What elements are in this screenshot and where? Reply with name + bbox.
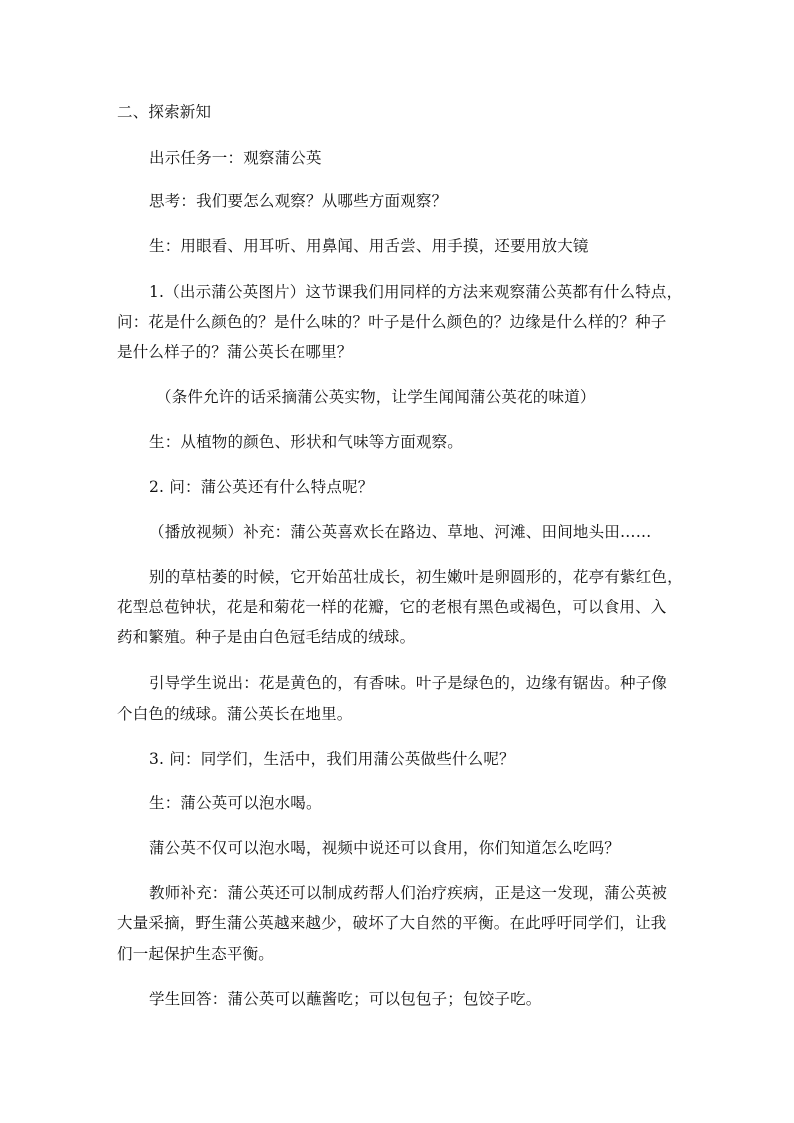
think-line: 思考：我们要怎么观察？从哪些方面观察？ xyxy=(149,192,448,210)
guide-line2: 个白色的绒球。蒲公英长在地里。 xyxy=(117,705,353,723)
item1-line1: 1.（出示蒲公英图片）这节课我们用同样的方法来观察蒲公英都有什么特点， xyxy=(149,283,683,301)
description-line2: 花型总苞钟状，花是和菊花一样的花瓣，它的老根有黑色或褐色，可以食用、入 xyxy=(117,598,667,616)
section-heading: 二、探索新知 xyxy=(117,103,212,121)
item2-line: 2. 问：蒲公英还有什么特点呢？ xyxy=(149,478,374,496)
teacher-line2: 大量采摘，野生蒲公英越来越少，破坏了大自然的平衡。在此呼吁同学们，让我 xyxy=(117,914,667,932)
guide-line1: 引导学生说出：花是黄色的，有香味。叶子是绿色的，边缘有锯齿。种子像 xyxy=(149,674,668,692)
task-line: 出示任务一：观察蒲公英 xyxy=(149,149,322,167)
followup-line: 蒲公英不仅可以泡水喝，视频中说还可以食用，你们知道怎么吃吗？ xyxy=(149,839,621,857)
item1-line2: 问：花是什么颜色的？是什么味的？叶子是什么颜色的？边缘是什么样的？种子 xyxy=(117,313,667,331)
teacher-line3: 们一起保护生态平衡。 xyxy=(117,945,275,963)
student-answer-3: 生：蒲公英可以泡水喝。 xyxy=(149,794,322,812)
item3-line: 3. 问：同学们，生活中，我们用蒲公英做些什么呢？ xyxy=(149,750,515,768)
item1-line3: 是什么样子的？蒲公英长在哪里？ xyxy=(117,343,353,361)
description-line3: 药和繁殖。种子是由白色冠毛结成的绒球。 xyxy=(117,628,416,646)
student-answer-2: 生：从植物的颜色、形状和气味等方面观察。 xyxy=(149,433,464,451)
note-line: （条件允许的话采摘蒲公英实物，让学生闻闻蒲公英花的味道） xyxy=(156,388,596,406)
student-answer-4: 学生回答：蒲公英可以蘸酱吃；可以包包子；包饺子吃。 xyxy=(149,990,542,1008)
teacher-line1: 教师补充：蒲公英还可以制成药帮人们治疗疾病，正是这一发现，蒲公英被 xyxy=(149,884,668,902)
student-answer-1: 生：用眼看、用耳听、用鼻闻、用舌尝、用手摸，还要用放大镜 xyxy=(149,237,589,255)
video-line: （播放视频）补充：蒲公英喜欢长在路边、草地、河滩、田间地头田…… xyxy=(149,523,652,541)
description-line1: 别的草枯萎的时候，它开始茁壮成长，初生嫩叶是卵圆形的，花亭有紫红色， xyxy=(149,568,683,586)
